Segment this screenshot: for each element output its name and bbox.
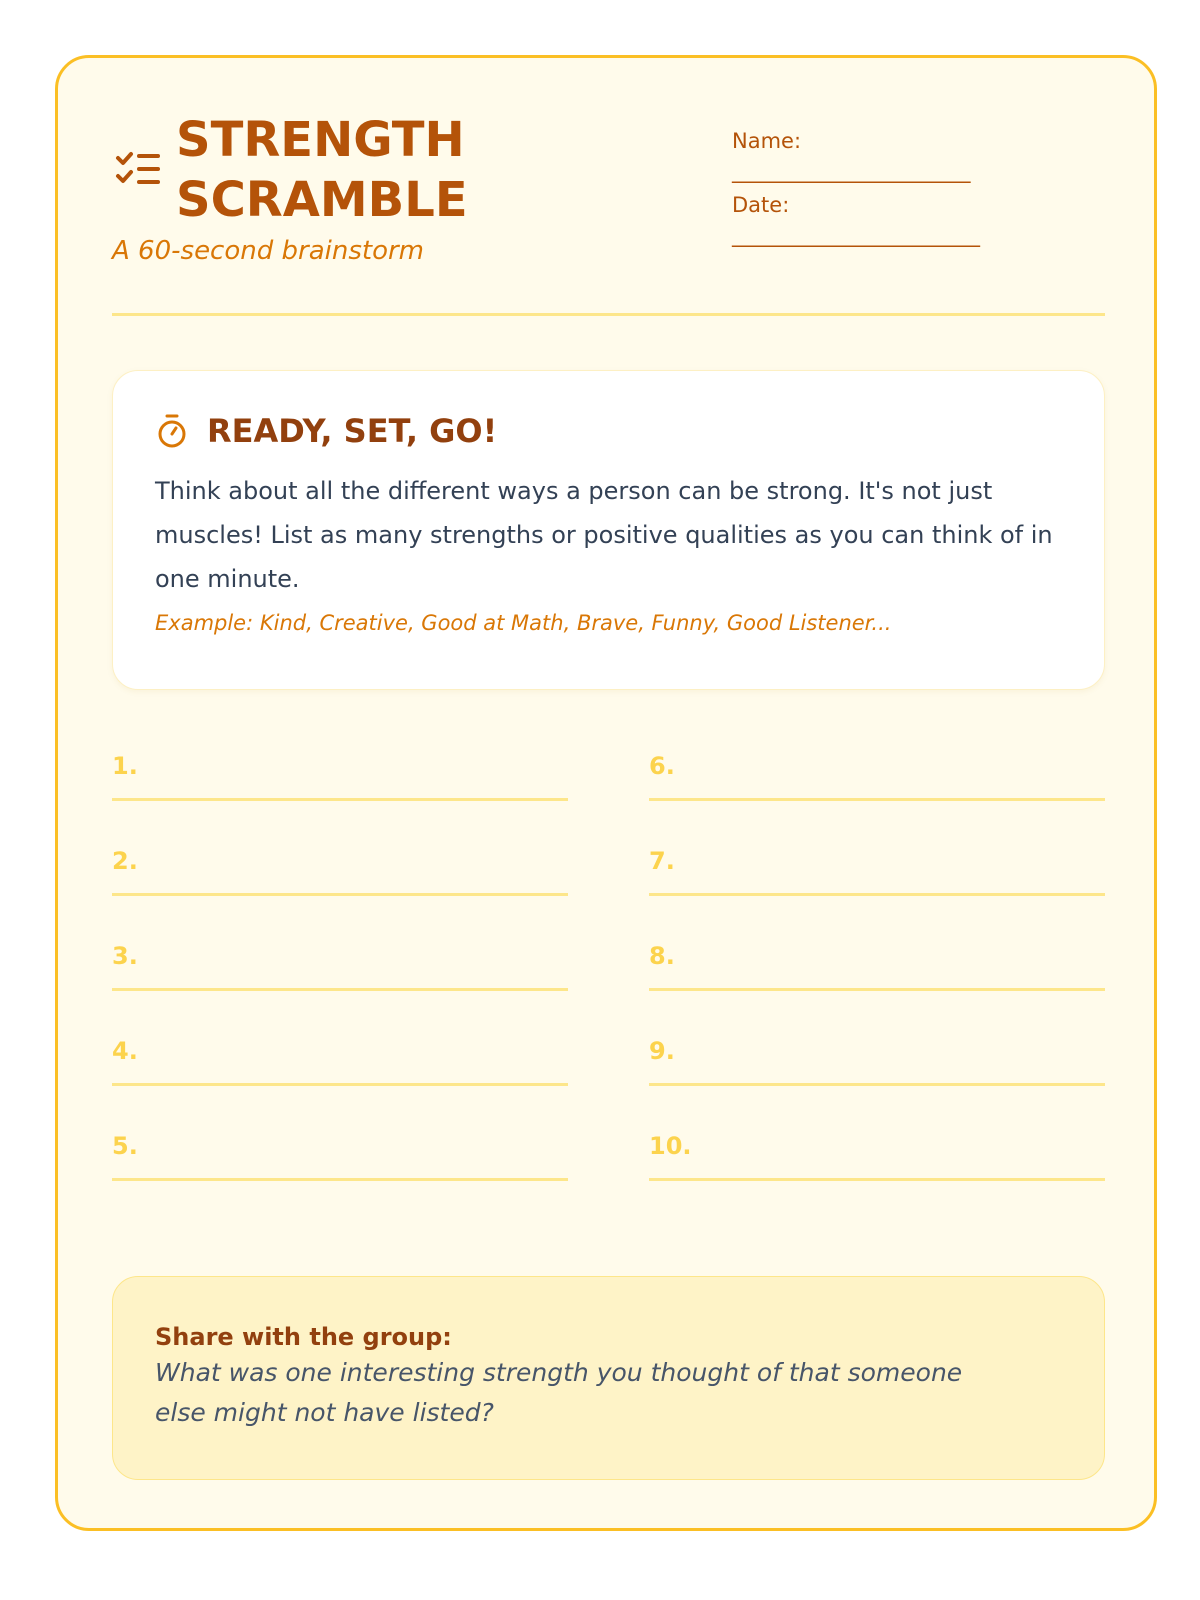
date-field[interactable] (732, 190, 1072, 250)
date-blank[interactable]: __________________________ (732, 223, 979, 247)
answer-line-2[interactable] (112, 843, 568, 896)
answer-number: 4. (112, 1037, 138, 1065)
instruction-example: Example: Kind, Creative, Good at Math, Brave, Funny, Good Listener... (155, 611, 892, 635)
share-question: What was one interesting strength you thought of that someone else might not have listed? (155, 1358, 963, 1427)
title-line-2: SCRAMBLE (176, 172, 468, 228)
page-title (176, 110, 696, 230)
answer-number: 3. (112, 942, 138, 970)
date-label: Date: (732, 193, 790, 217)
worksheet (55, 55, 1157, 1531)
answer-line-4[interactable] (112, 1033, 568, 1086)
share-label: Share with the group: (155, 1323, 452, 1351)
header-divider (112, 313, 1105, 316)
answer-line-5[interactable] (112, 1128, 568, 1181)
answer-line-8[interactable] (649, 938, 1105, 991)
answer-line-10[interactable] (649, 1128, 1105, 1181)
page-subtitle: A 60-second brainstorm (112, 236, 424, 266)
share-box (112, 1276, 1105, 1480)
answer-number: 10. (649, 1132, 692, 1160)
title-line-1: STRENGTH (176, 112, 465, 168)
answer-number: 8. (649, 942, 675, 970)
answer-number: 2. (112, 847, 138, 875)
instruction-heading (155, 411, 1062, 451)
instruction-card (112, 370, 1105, 690)
worksheet-header (112, 110, 1102, 310)
answer-number: 1. (112, 752, 138, 780)
answer-number: 7. (649, 847, 675, 875)
student-info (732, 126, 1072, 254)
answer-number: 9. (649, 1037, 675, 1065)
name-label: Name: (732, 129, 802, 153)
name-field[interactable] (732, 126, 1072, 186)
answer-line-7[interactable] (649, 843, 1105, 896)
name-blank[interactable]: _________________________ (732, 159, 970, 183)
instruction-text: Think about all the different ways a person can be strong. It's not just muscles! List as many strengths or positive qualities as you can think of in one minute. (155, 477, 1053, 593)
answer-line-3[interactable] (112, 938, 568, 991)
stopwatch-icon (155, 413, 189, 449)
instruction-title: READY, SET, GO! (207, 412, 498, 450)
answer-line-6[interactable] (649, 748, 1105, 801)
answer-line-9[interactable] (649, 1033, 1105, 1086)
answer-line-1[interactable] (112, 748, 568, 801)
checklist-icon (114, 148, 162, 194)
answer-number: 6. (649, 752, 675, 780)
answer-number: 5. (112, 1132, 138, 1160)
